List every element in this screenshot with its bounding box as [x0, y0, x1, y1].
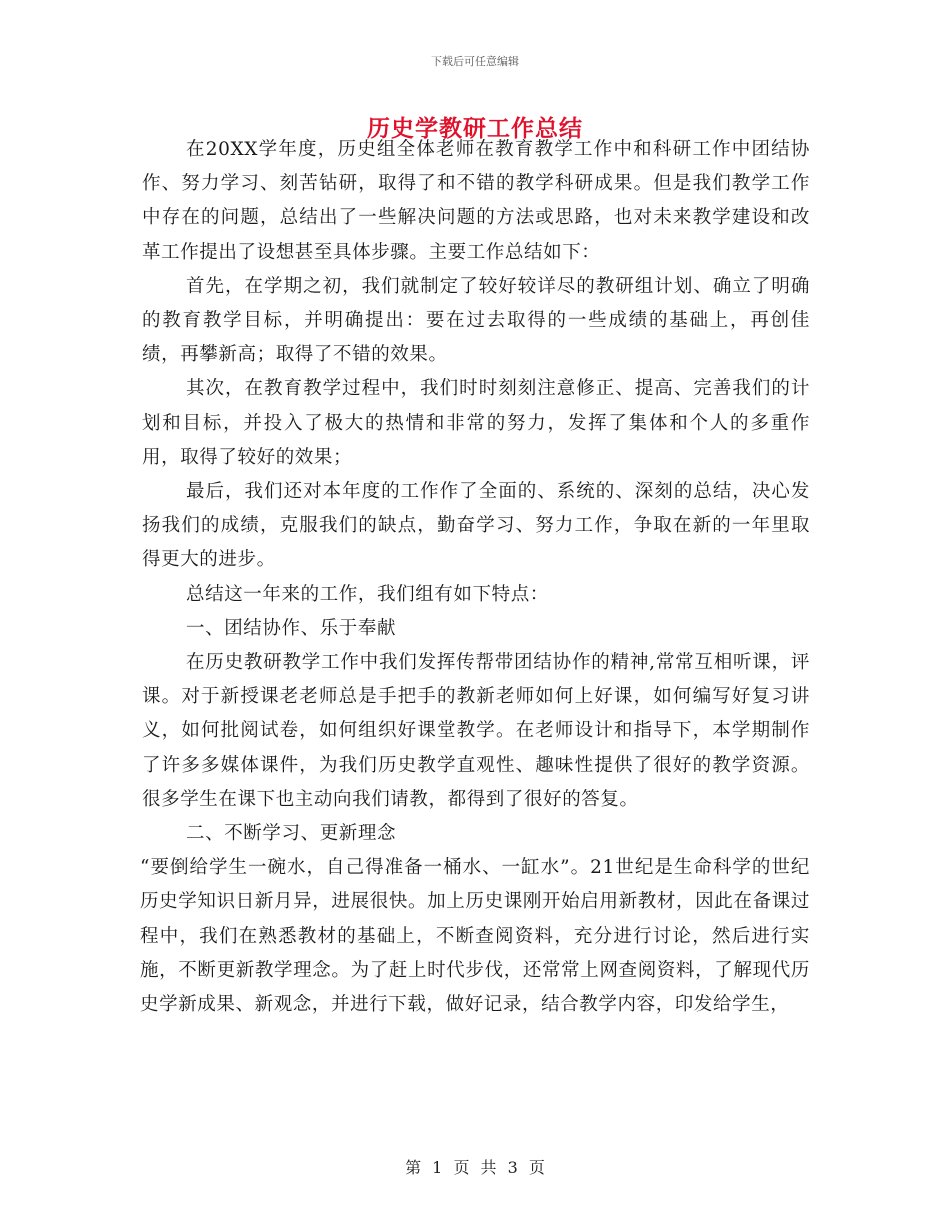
paragraph-first: 首先，在学期之初，我们就制定了较好较详尽的教研组计划、确立了明确的教育教学目标，并明确提出：要在过去取得的一些成绩的基础上，再创佳绩，再攀新高；取得了不错的效果。	[142, 275, 810, 366]
paragraph-second: 其次，在教育教学过程中，我们时时刻刻注意修正、提高、完善我们的计划和目标，并投入了极大的热情和非常的努力，发挥了集体和个人的多重作用，取得了较好的效果；	[142, 378, 810, 468]
paragraph-section-1: 在历史教研教学工作中我们发挥传帮带团结协作的精神,常常互相听课，评课。对于新授课老老师总是手把手的教新老师如何上好课，如何编写好复习讲义，如何批阅试卷，如何组织好课堂教学。在老师设计和指导下，本学期制作了许多多媒体课件，为我们历史教学直观性、趣味性提供了很好的教学资源。很多学生在课下也主动向我们请教，都得到了很好的答复。	[142, 652, 810, 810]
paragraph-features-intro: 总结这一年来的工作，我们组有如下特点：	[186, 583, 549, 605]
paragraph-last: 最后，我们还对本年度的工作作了全面的、系统的、深刻的总结，决心发扬我们的成绩，克服我们的缺点，勤奋学习、努力工作，争取在新的一年里取得更大的进步。	[142, 481, 810, 571]
page-header-note: 下载后可任意编辑	[431, 55, 519, 68]
page-footer: 第 1 页 共 3 页	[405, 1158, 545, 1177]
section-heading-2: 二、不断学习、更新理念	[186, 823, 397, 845]
document-title: 历史学教研工作总结	[367, 115, 583, 142]
paragraph-intro: 在20XX学年度，历史组全体老师在教育教学工作中和科研工作中团结协作、努力学习、刻苦钻研，取得了和不错的教学科研成果。但是我们教学工作中存在的问题，总结出了一些解决问题的方法或思路，也对未来教学建设和改革工作提出了设想甚至具体步骤。主要工作总结如下：	[142, 139, 810, 263]
paragraph-section-2: “要倒给学生一碗水，自己得准备一桶水、一缸水”。21世纪是生命科学的世纪历史学知识日新月异，进展很快。加上历史课刚开始启用新教材，因此在备课过程中，我们在熟悉教材的基础上，不断查阅资料，充分进行讨论，然后进行实施，不断更新教学理念。为了赶上时代步伐，还常常上网查阅资料，了解现代历史学新成果、新观念，并进行下载，做好记录，结合教学内容，印发给学生，	[140, 857, 810, 1016]
section-heading-1: 一、团结协作、乐于奉献	[186, 617, 397, 639]
document-body	[142, 133, 810, 1022]
